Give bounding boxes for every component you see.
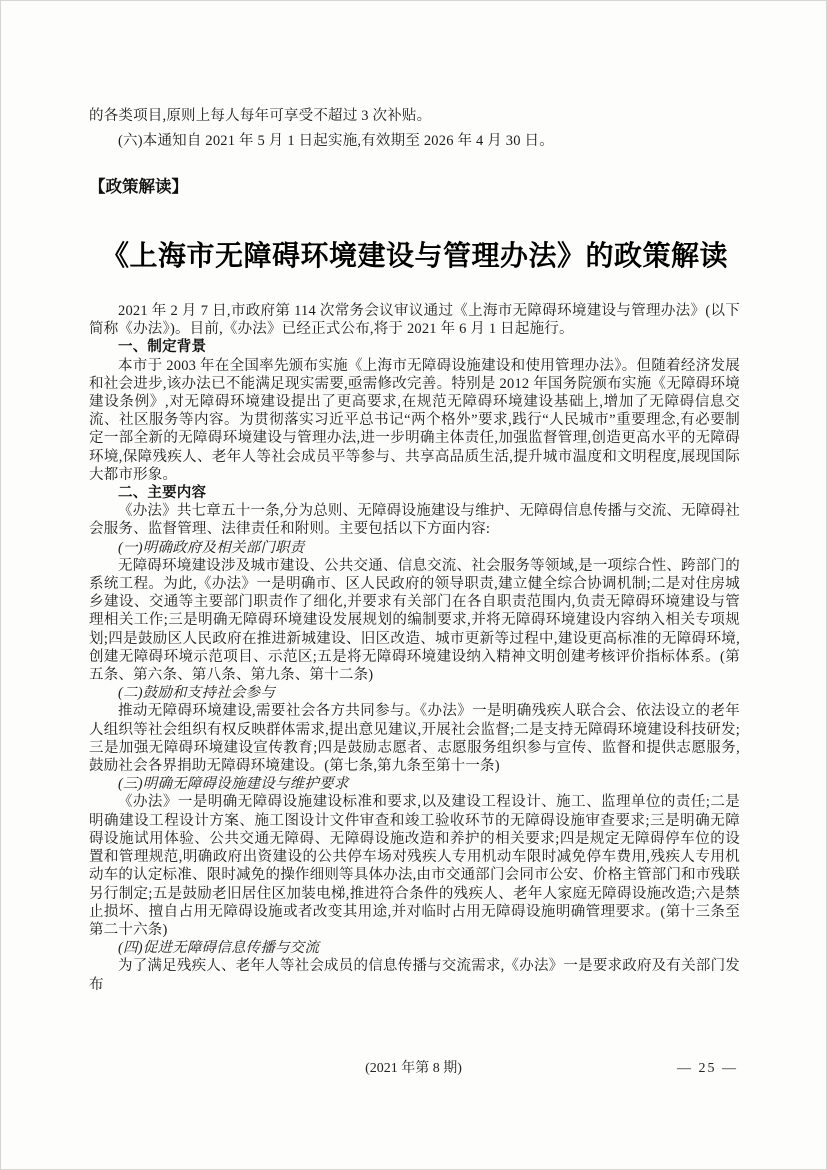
paragraph: 推动无障碍环境建设,需要社会各方共同参与。《办法》一是明确残疾人联合会、依法设立的老年人组织等社会组织有权反映群体需求,提出意见建议,开展社会监督;二是支持无障碍环境建设科技研发;三是加强无障碍环境建设宣传教育;四是鼓励志愿者、志愿服务组织参与宣传、监督和提供志愿服务,鼓励社会各界捐助无障碍环境建设。(第七条,第九条至第十一条) [89,703,740,775]
paragraph: 无障碍环境建设涉及城市建设、公共交通、信息交流、社会服务等领域,是一项综合性、跨部门的系统工程。为此,《办法》一是明确市、区人民政府的领导职责,建立健全综合协调机制;二是对住房城乡建设、交通等主要部门职责作了细化,并要求有关部门在各自职责范围内,负责无障碍环境建设与管理相关工作;三是明确无障碍环境建设发展规划的编制要求,并将无障碍环境建设内容纳入相关专项规划;四是鼓励区人民政府在推进新城建设、旧区改造、城市更新等过程中,建设更高标准的无障碍环境,创建无障碍环境示范项目、示范区;五是将无障碍环境建设纳入精神文明创建考核评价指标体系。(第五条、第六条、第八条、第九条、第十二条) [89,557,740,684]
article-title: 《上海市无障碍环境建设与管理办法》的政策解读 [100,241,728,272]
issue-label: (2021 年第 8 期) [365,1061,462,1076]
paragraph: 《办法》共七章五十一条,分为总则、无障碍设施建设与维护、无障碍信息传播与交流、无障碍社会服务、监督管理、法律责任和附则。主要包括以下方面内容: [89,503,740,538]
section-tag: 【政策解读】 [89,178,188,196]
previous-section-continuation [89,107,740,151]
paragraph: 《办法》一是明确无障碍设施建设标准和要求,以及建设工程设计、施工、监理单位的责任;二是明确建设工程设计方案、施工图设计文件审查和竣工验收环节的无障碍设施审查要求;三是明确无障碍设施试用体验、公共交通无障碍、无障碍设施改造和养护的相关要求;四是规定无障碍停车位的设置和管理规范,明确政府出资建设的公共停车场对残疾人专用机动车限时减免停车费用,残疾人专用机动车的认定标准、限时减免的操作细则等具体办法,由市交通部门会同市公安、价格主管部门和市残联另行制定;五是鼓励老旧居住区加装电梯,推进符合条件的残疾人、老年人家庭无障碍设施改造;六是禁止损坏、擅自占用无障碍设施或者改变其用途,并对临时占用无障碍设施明确管理要求。(第十三条至第二十六条) [89,794,740,938]
page-content [89,107,740,994]
page-number: — 25 — [677,1061,738,1076]
paragraph: 2021 年 2 月 7 日,市政府第 114 次常务会议审议通过《上海市无障碍环境建设与管理办法》(以下简称《办法》)。目前,《办法》已经正式公布,将于 2021 年 6 月 1 日起施行。 [89,303,740,338]
subsection-heading: (三)明确无障碍设施建设与维护要求 [118,776,349,793]
paragraph: 本市于 2003 年在全国率先颁布实施《上海市无障碍设施建设和使用管理办法》。但随着经济发展和社会进步,该办法已不能满足现实需要,亟需修改完善。特别是 2012 年国务院颁布实施《无障碍环境建设条例》,对无障碍环境建设提出了更高要求,在规范无障碍环境建设基础上,增加了无障碍信息交流、社区服务等内容。为贯彻落实习近平总书记“两个格外”要求,践行“人民城市”重要理念,有必要制定一部全新的无障碍环境建设与管理办法,进一步明确主体责任,加强监督管理,创造更高水平的无障碍环境,保障残疾人、老年人等社会成员平等参与、共享高品质生活,提升城市温度和文明程度,展现国际大都市形象。 [89,357,740,483]
section-heading: 一、制定背景 [118,339,207,356]
subsection-heading: (四)促进无障碍信息传播与交流 [118,940,320,957]
paragraph: 为了满足残疾人、老年人等社会成员的信息传播与交流需求,《办法》一是要求政府及有关部门发布 [89,958,740,993]
section-heading: 二、主要内容 [118,485,207,502]
continuation-line: 的各类项目,原则上每人每年可享受不超过 3 次补贴。 [89,108,432,124]
page-footer [1,1059,826,1079]
subsection-heading: (二)鼓励和支持社会参与 [118,685,276,702]
article-body [89,302,740,994]
continuation-line: (六)本通知自 2021 年 5 月 1 日起实施,有效期至 2026 年 4 月 30 日。 [118,133,554,149]
subsection-heading: (一)明确政府及相关部门职责 [118,539,305,556]
